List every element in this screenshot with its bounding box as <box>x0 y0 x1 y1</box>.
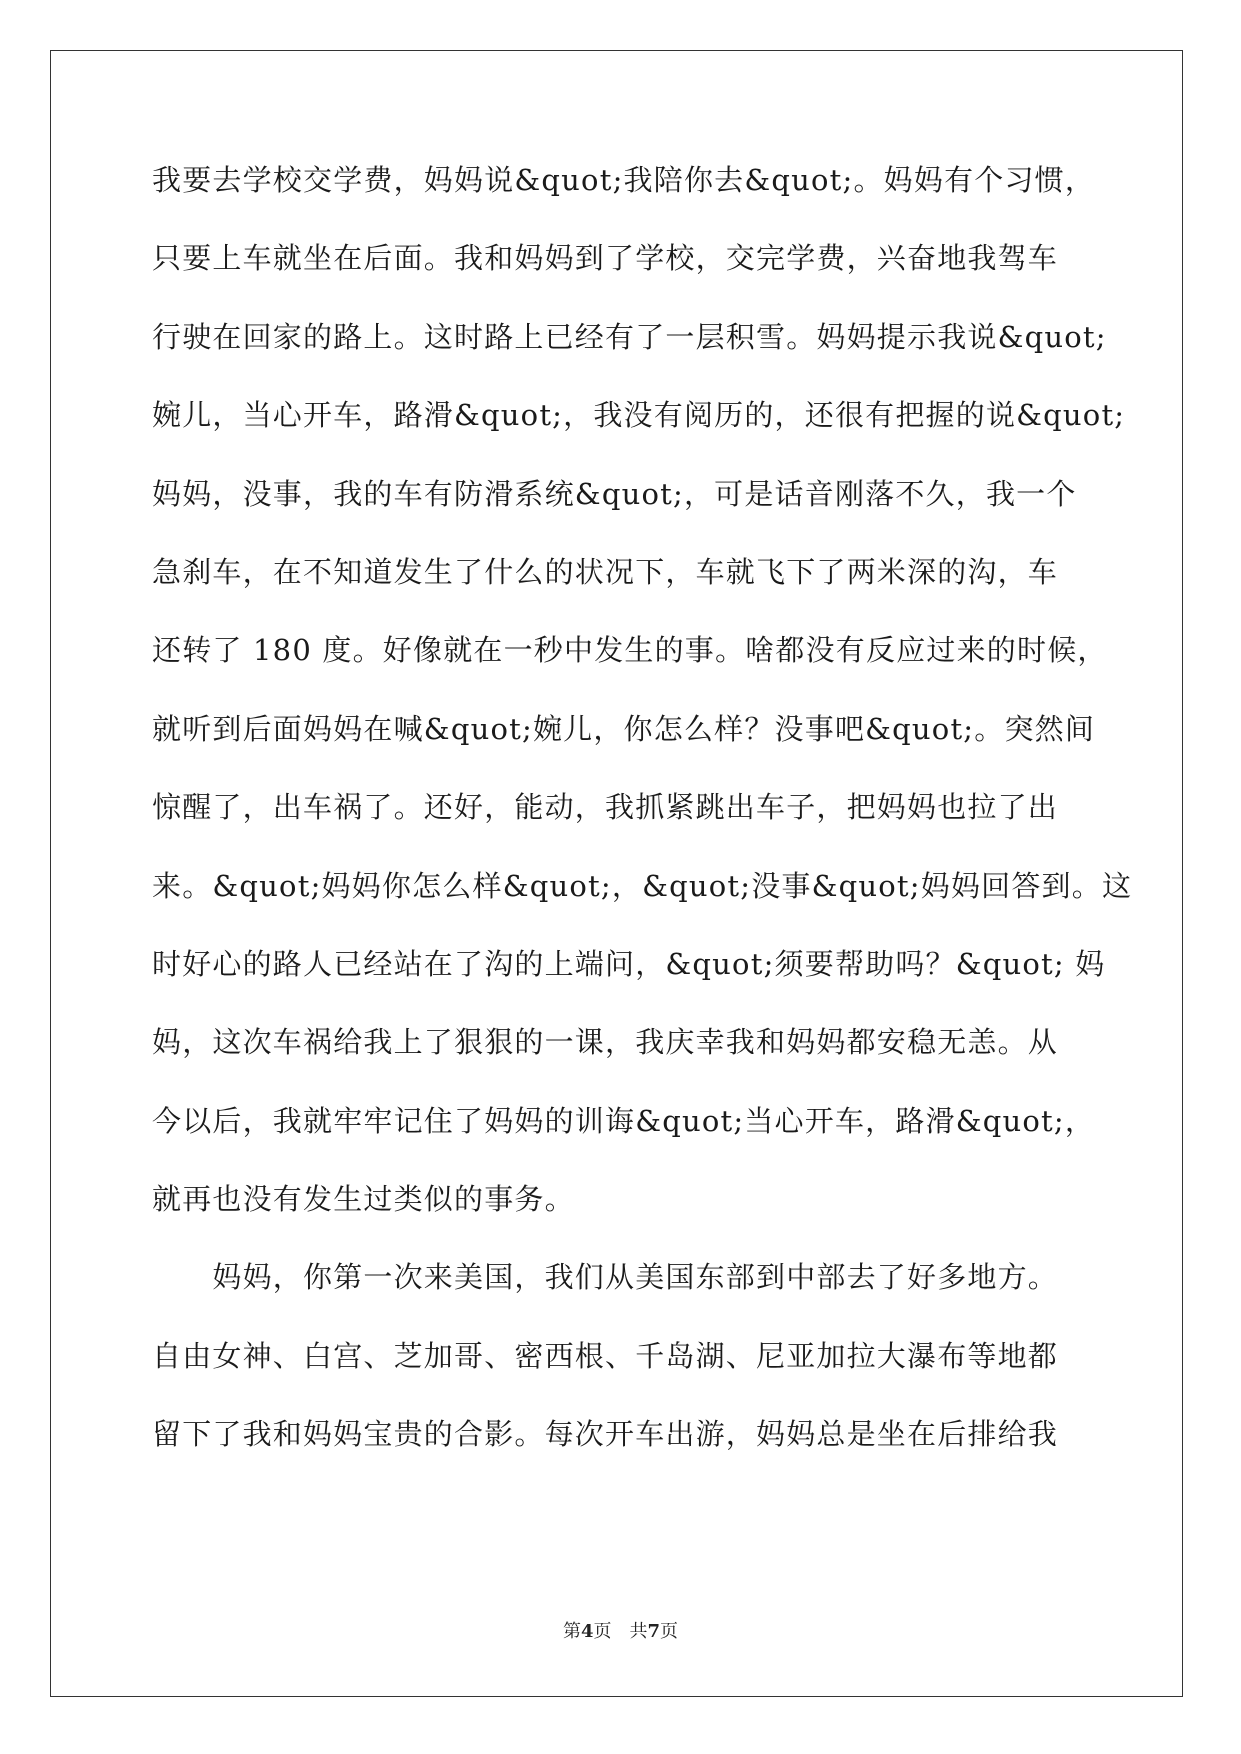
footer-suffix: 页 <box>660 1621 679 1642</box>
body-text <box>152 160 1133 1493</box>
text-line: 急刹车，在不知道发生了什么的状况下，车就飞下了两米深的沟，车 <box>152 554 1059 589</box>
text-line: 就听到后面妈妈在喊&quot;婉儿，你怎么样？没事吧&quot;。突然间 <box>152 711 1096 746</box>
text-line: 今以后，我就牢牢记住了妈妈的训诲&quot;当心开车，路滑&quot;， <box>152 1103 1096 1138</box>
footer-middle: 页 共 <box>593 1621 648 1642</box>
text-line: 只要上车就坐在后面。我和妈妈到了学校，交完学费，兴奋地我驾车 <box>152 241 1059 276</box>
text-line: 我要去学校交学费，妈妈说&quot;我陪你去&quot;。妈妈有个习惯， <box>152 163 1096 197</box>
text-line: 惊醒了，出车祸了。还好，能动，我抓紧跳出车子，把妈妈也拉了出 <box>152 790 1059 825</box>
current-page-number: 4 <box>580 1621 594 1642</box>
text-line: 婉儿，当心开车，路滑&quot;，我没有阅历的，还很有把握的说&quot; <box>152 398 1126 433</box>
text-line: 行驶在回家的路上。这时路上已经有了一层积雪。妈妈提示我说&quot; <box>152 319 1107 354</box>
text-line: 时好心的路人已经站在了沟的上端问，&quot;须要帮助吗？&quot; 妈 <box>152 946 1106 981</box>
page-footer <box>0 1617 1241 1643</box>
footer-prefix: 第 <box>562 1621 581 1642</box>
text-line: 妈，这次车祸给我上了狠狠的一课，我庆幸我和妈妈都安稳无恙。从 <box>152 1025 1059 1060</box>
text-line: 来。&quot;妈妈你怎么样&quot;，&quot;没事&quot;妈妈回答到。这 <box>152 868 1133 903</box>
total-pages-number: 7 <box>647 1621 661 1642</box>
text-line: 留下了我和妈妈宝贵的合影。每次开车出游，妈妈总是坐在后排给我 <box>152 1417 1059 1452</box>
text-line: 妈妈，你第一次来美国，我们从美国东部到中部去了好多地方。 <box>152 1260 1059 1295</box>
text-line: 妈妈，没事，我的车有防滑系统&quot;，可是话音刚落不久，我一个 <box>152 476 1077 511</box>
text-line: 就再也没有发生过类似的事务。 <box>152 1182 575 1217</box>
text-line: 还转了 180 度。好像就在一秒中发生的事。啥都没有反应过来的时候， <box>152 633 1108 668</box>
text-line: 自由女神、白宫、芝加哥、密西根、千岛湖、尼亚加拉大瀑布等地都 <box>152 1338 1059 1373</box>
